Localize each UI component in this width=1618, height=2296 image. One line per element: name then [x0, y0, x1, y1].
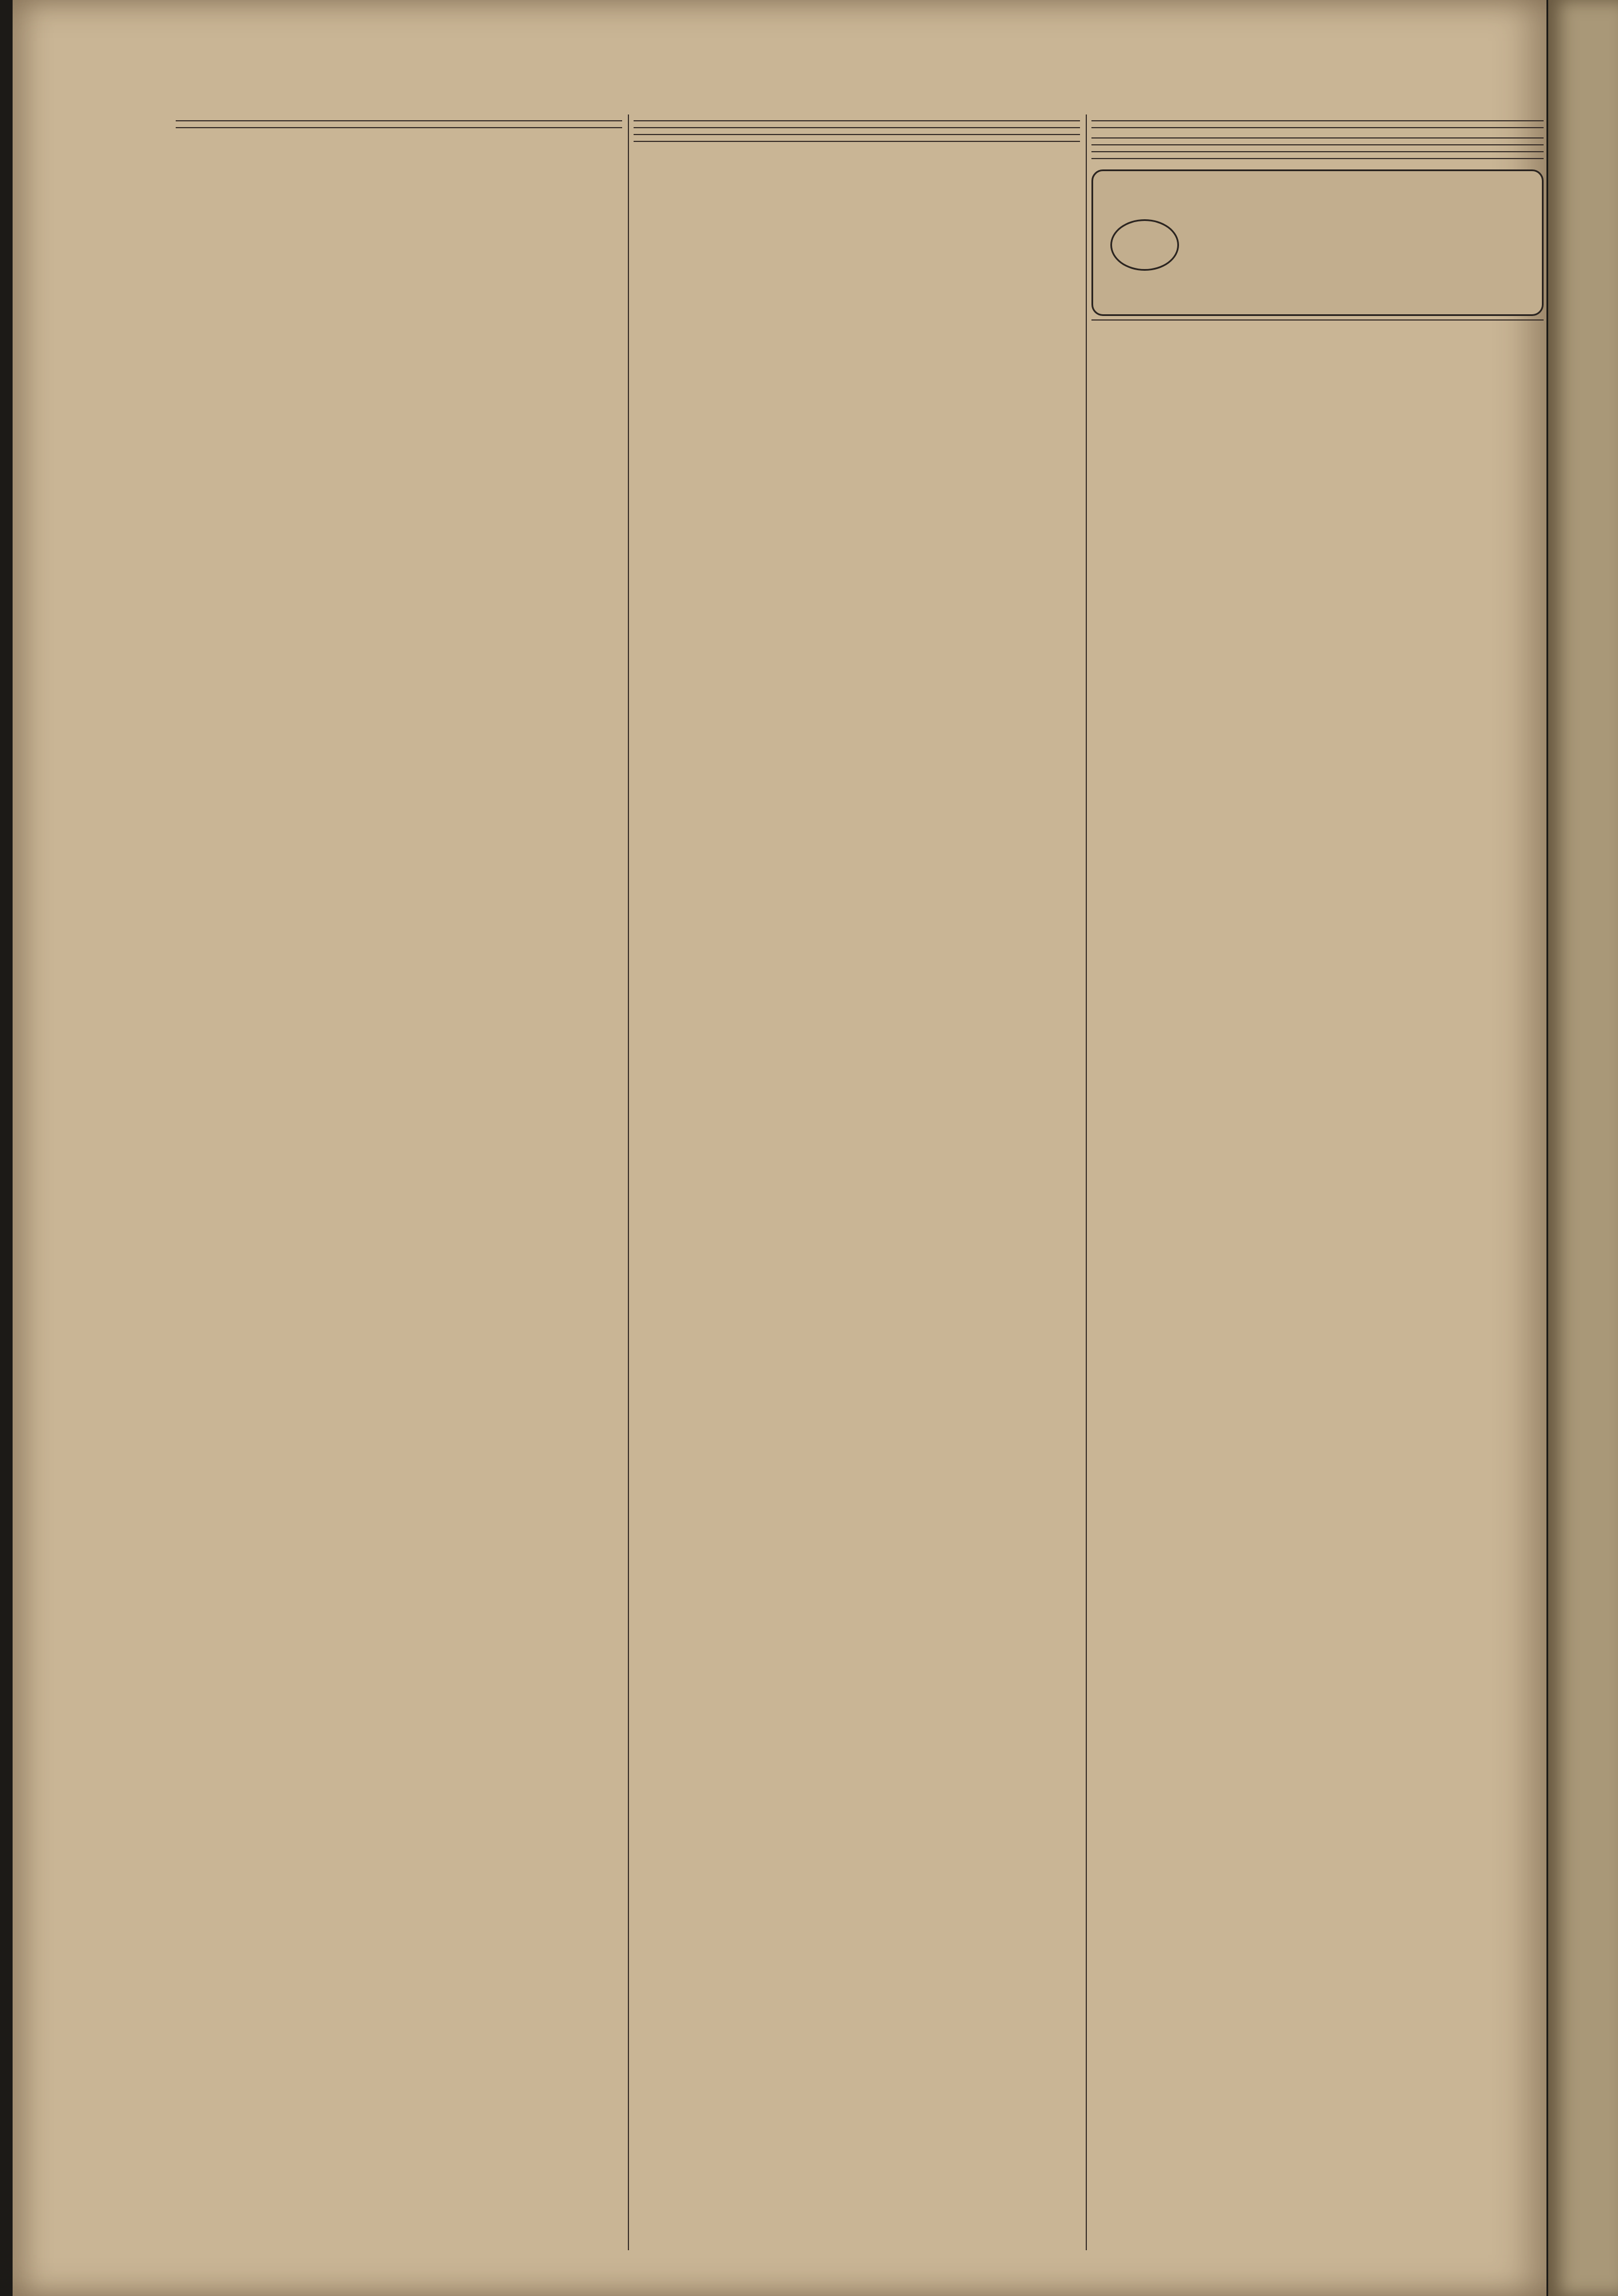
adjacent-page-edge: [1548, 0, 1618, 2296]
section-divider: [1091, 144, 1544, 145]
section-divider: [176, 120, 622, 121]
newspaper-page: [13, 0, 1546, 2296]
column-3: [1091, 114, 1544, 2262]
section-divider: [176, 127, 622, 128]
section-divider: [634, 141, 1080, 142]
column-rule-2: [1086, 114, 1087, 2250]
section-divider: [1091, 120, 1544, 121]
opel-ad-left: [1110, 219, 1179, 271]
column-rule-1: [628, 114, 629, 2250]
section-divider: [1091, 158, 1544, 159]
column-1: [176, 114, 622, 2262]
column-2: [634, 114, 1080, 2262]
section-divider: [634, 134, 1080, 135]
section-divider: [634, 127, 1080, 128]
section-divider: [1091, 151, 1544, 152]
section-divider: [634, 120, 1080, 121]
section-divider: [1091, 137, 1544, 139]
sanatorium-advertisement: [1091, 319, 1544, 349]
opel-advertisement: [1091, 169, 1544, 316]
section-divider: [1091, 127, 1544, 128]
